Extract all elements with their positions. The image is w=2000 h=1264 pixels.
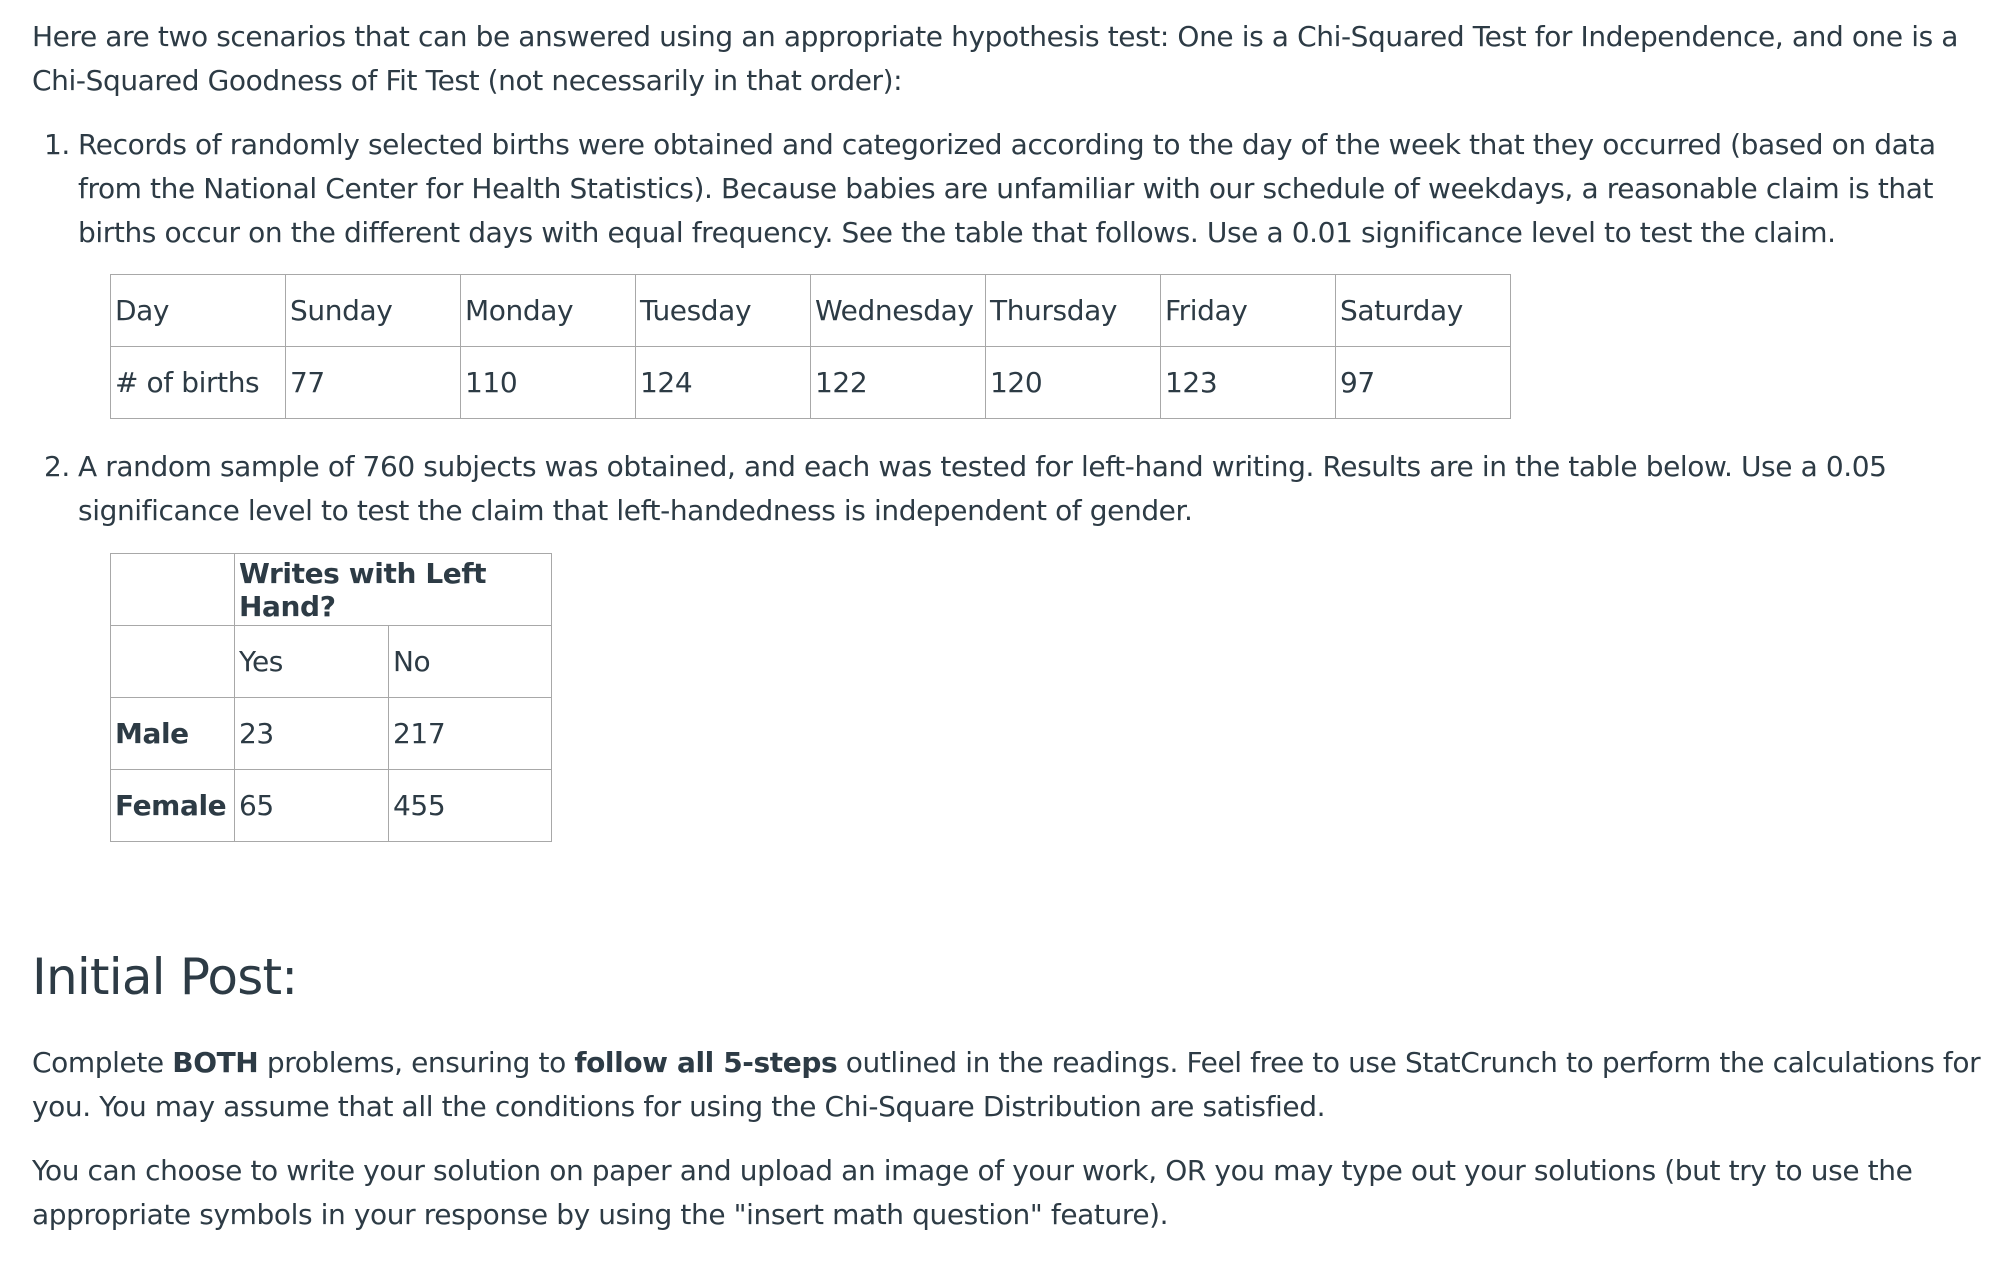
table-cell: [111, 626, 235, 698]
question-text: Records of randomly selected births were obtained and categorized according to the day of the week that they occurred (based on data from the National Center for Health Statistics). Because babies are unfamiliar with our schedule of weekdays, a reasonable claim is that births occur on the different days with equal frequency. See the table that follows. Use a 0.01 significance level to test the claim.: [78, 128, 1936, 249]
table-cell: [111, 554, 235, 626]
table-cell: No: [389, 626, 552, 698]
section-heading: Initial Post:: [32, 948, 298, 1006]
table-cell: Wednesday: [811, 275, 986, 347]
table-cell: 455: [389, 770, 552, 842]
question-item-2: [44, 445, 1988, 533]
bold-text: BOTH: [172, 1046, 259, 1079]
table-cell: Thursday: [986, 275, 1161, 347]
upload-paragraph: You can choose to write your solution on paper and upload an image of your work, OR you may type out your solutions (but try to use the appropriate symbols in your response by using the "insert math question" feature).: [32, 1154, 1913, 1231]
table-row: [111, 626, 552, 698]
table-cell: Yes: [235, 626, 389, 698]
table-cell: Sunday: [286, 275, 461, 347]
table-title-cell: Writes with Left Hand?: [235, 554, 552, 626]
table-row-label: Male: [111, 698, 235, 770]
text-span: problems, ensuring to: [258, 1046, 575, 1079]
table-cell: 123: [1161, 347, 1336, 419]
handedness-table: [110, 553, 552, 842]
table-cell: 110: [461, 347, 636, 419]
table-cell: 122: [811, 347, 986, 419]
table-cell: 124: [636, 347, 811, 419]
table-cell: 217: [389, 698, 552, 770]
intro-paragraph: Here are two scenarios that can be answered using an appropriate hypothesis test: One is a Chi-Squared Test for Independence, and one is a Chi-Squared Goodness of Fit Test (not necessarily in that order):: [32, 20, 1959, 97]
table-row: [111, 698, 552, 770]
table-cell: Friday: [1161, 275, 1336, 347]
text-span: outlined in the readings. Feel free to use StatCrunch to perform the calculations for you. You may assume that all the conditions for using the Chi-Square Distribution are satisfied.: [32, 1046, 1981, 1123]
bold-text: follow all 5-steps: [574, 1046, 838, 1079]
table-row: [111, 554, 552, 626]
table-cell: Tuesday: [636, 275, 811, 347]
table-cell: 23: [235, 698, 389, 770]
table-cell: 120: [986, 347, 1161, 419]
table-cell: 65: [235, 770, 389, 842]
births-table: [110, 274, 1511, 419]
table-cell: 97: [1336, 347, 1511, 419]
question-number: 2.: [44, 450, 70, 483]
table-cell: Monday: [461, 275, 636, 347]
table-row: [111, 275, 1511, 347]
text-span: Complete: [32, 1046, 173, 1079]
table-row-label: Female: [111, 770, 235, 842]
table-row: [111, 770, 552, 842]
table-cell: # of births: [111, 347, 286, 419]
instructions-paragraph: [32, 1041, 1992, 1129]
table-cell: 77: [286, 347, 461, 419]
question-item-1: [44, 123, 1988, 255]
question-number: 1.: [44, 128, 70, 161]
table-cell: Day: [111, 275, 286, 347]
question-text: A random sample of 760 subjects was obtained, and each was tested for left-hand writing. Results are in the table below. Use a 0.05 significance level to test the claim that left-handedness is independent of gender.: [78, 450, 1887, 527]
table-cell: Saturday: [1336, 275, 1511, 347]
table-row: [111, 347, 1511, 419]
